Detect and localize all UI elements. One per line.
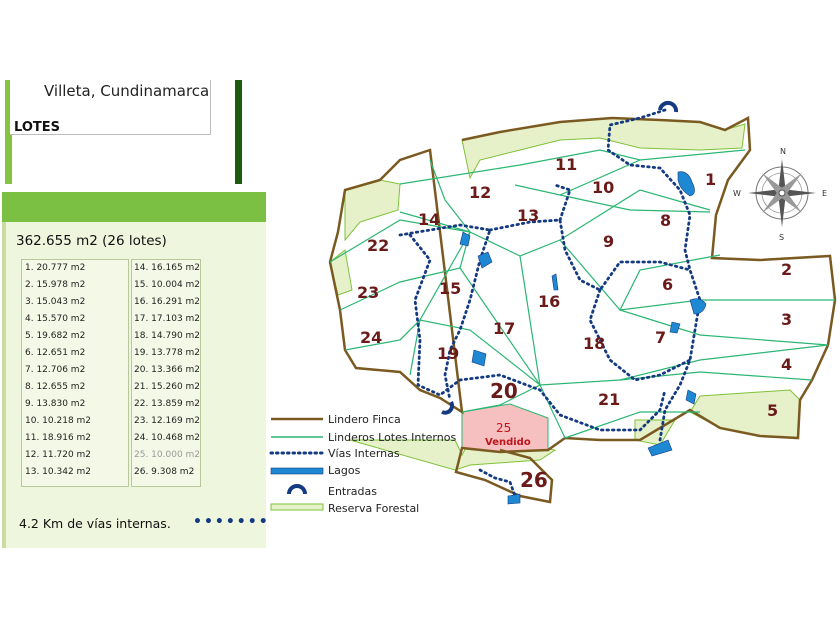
lot-item: 6. 12.651 m2 (25, 348, 86, 358)
lot-label-5: 5 (767, 401, 779, 420)
lot-item: 19. 13.778 m2 (134, 348, 201, 358)
lot-item-sold: 25. 10.000 m2 (134, 450, 201, 460)
sold-lot-label: Vendido (485, 437, 531, 448)
lots-panel-header (2, 192, 266, 222)
lot-label-2: 2 (781, 260, 793, 279)
compass-south: S (779, 233, 785, 242)
lot-label-11: 11 (555, 155, 578, 174)
lot-label-12: 12 (469, 183, 492, 202)
lake-icon (508, 494, 520, 504)
lots-column-1 (21, 259, 129, 487)
lot-label-6: 6 (662, 275, 674, 294)
lot-item: 13. 10.342 m2 (25, 467, 92, 477)
lot-item: 11. 18.916 m2 (25, 433, 92, 443)
forest-reserve (690, 390, 800, 438)
lake-icon (690, 299, 706, 314)
lot-item: 15. 10.004 m2 (134, 280, 201, 290)
lot-item: 4. 15.570 m2 (25, 314, 86, 324)
lake-icon (670, 322, 680, 333)
lot-item: 21. 15.260 m2 (134, 382, 201, 392)
lot-label-14: 14 (418, 210, 441, 229)
lot-item: 17. 17.103 m2 (134, 314, 201, 324)
lake-icon (478, 252, 492, 268)
lot-label-10: 10 (592, 178, 615, 197)
lot-label-8: 8 (660, 211, 672, 230)
lot-item: 8. 12.655 m2 (25, 382, 86, 392)
roads-dots-icon: ••••••• (193, 514, 270, 530)
total-area: 362.655 m2 (26 lotes) (16, 233, 167, 249)
lot-item: 22. 13.859 m2 (134, 399, 201, 409)
legend-internal-lines: Linderos Lotes Internos (328, 431, 457, 444)
lots-column-2 (131, 259, 201, 487)
lot-item: 20. 13.366 m2 (134, 365, 201, 375)
section-title: LOTES (14, 120, 60, 135)
lot-label-3: 3 (781, 310, 793, 329)
legend-forest: Reserva Forestal (328, 502, 420, 515)
lot-label-15: 15 (439, 279, 462, 298)
compass-east: E (822, 189, 828, 198)
lot-label-21: 21 (598, 390, 621, 409)
forest-swatch (271, 504, 323, 510)
lot-item: 9. 13.830 m2 (25, 399, 86, 409)
lot-label-24: 24 (360, 328, 383, 347)
lot-item: 26. 9.308 m2 (134, 467, 195, 477)
lake-icon (686, 390, 696, 404)
lot-label-9: 9 (603, 232, 615, 251)
lot-label-7: 7 (655, 328, 667, 347)
legend-lakes: Lagos (328, 464, 361, 477)
lot-item: 23. 12.169 m2 (134, 416, 201, 426)
lot-label-26: 26 (520, 468, 548, 492)
accent-bar-right (235, 80, 242, 184)
lake-icon (472, 350, 486, 366)
lake-icon (552, 274, 558, 290)
lake-swatch-icon (271, 468, 323, 474)
forest-reserve (462, 118, 745, 178)
lot-label-23: 23 (357, 283, 380, 302)
lot-item: 1. 20.777 m2 (25, 263, 86, 273)
lot-label-19: 19 (437, 344, 460, 363)
sold-lot-number: 25 (496, 421, 512, 435)
legend-boundary: Lindero Finca (328, 413, 401, 426)
compass-north: N (780, 147, 786, 156)
lot-item: 5. 19.682 m2 (25, 331, 86, 341)
compass-west: W (733, 189, 741, 198)
compass-rose-icon (733, 147, 827, 242)
lot-item: 10. 10.218 m2 (25, 416, 92, 426)
lots-panel-edge (2, 192, 6, 548)
roads-note: 4.2 Km de vías internas. (19, 516, 171, 531)
lot-label-16: 16 (538, 292, 561, 311)
lot-item: 24. 10.468 m2 (134, 433, 201, 443)
lot-label-20: 20 (490, 379, 518, 403)
lot-item: 2. 15.978 m2 (25, 280, 86, 290)
lot-label-13: 13 (517, 206, 540, 225)
lot-item: 3. 15.043 m2 (25, 297, 86, 307)
lot-label-17: 17 (493, 319, 516, 338)
legend-swatches (265, 408, 335, 518)
location-title: Villeta, Cundinamarca (44, 82, 210, 100)
lot-item: 14. 16.165 m2 (134, 263, 201, 273)
entrance-swatch-icon (289, 486, 305, 494)
lot-label-22: 22 (367, 236, 390, 255)
lot-item: 18. 14.790 m2 (134, 331, 201, 341)
lot-item: 12. 11.720 m2 (25, 450, 92, 460)
lot-label-4: 4 (781, 355, 793, 374)
legend-roads: Vías Internas (328, 447, 400, 460)
forest-reserve (345, 180, 400, 240)
lot-label-1: 1 (705, 170, 717, 189)
lot-label-18: 18 (583, 334, 606, 353)
lot-item: 7. 12.706 m2 (25, 365, 86, 375)
legend-entrances: Entradas (328, 485, 377, 498)
lot-item: 16. 16.291 m2 (134, 297, 201, 307)
